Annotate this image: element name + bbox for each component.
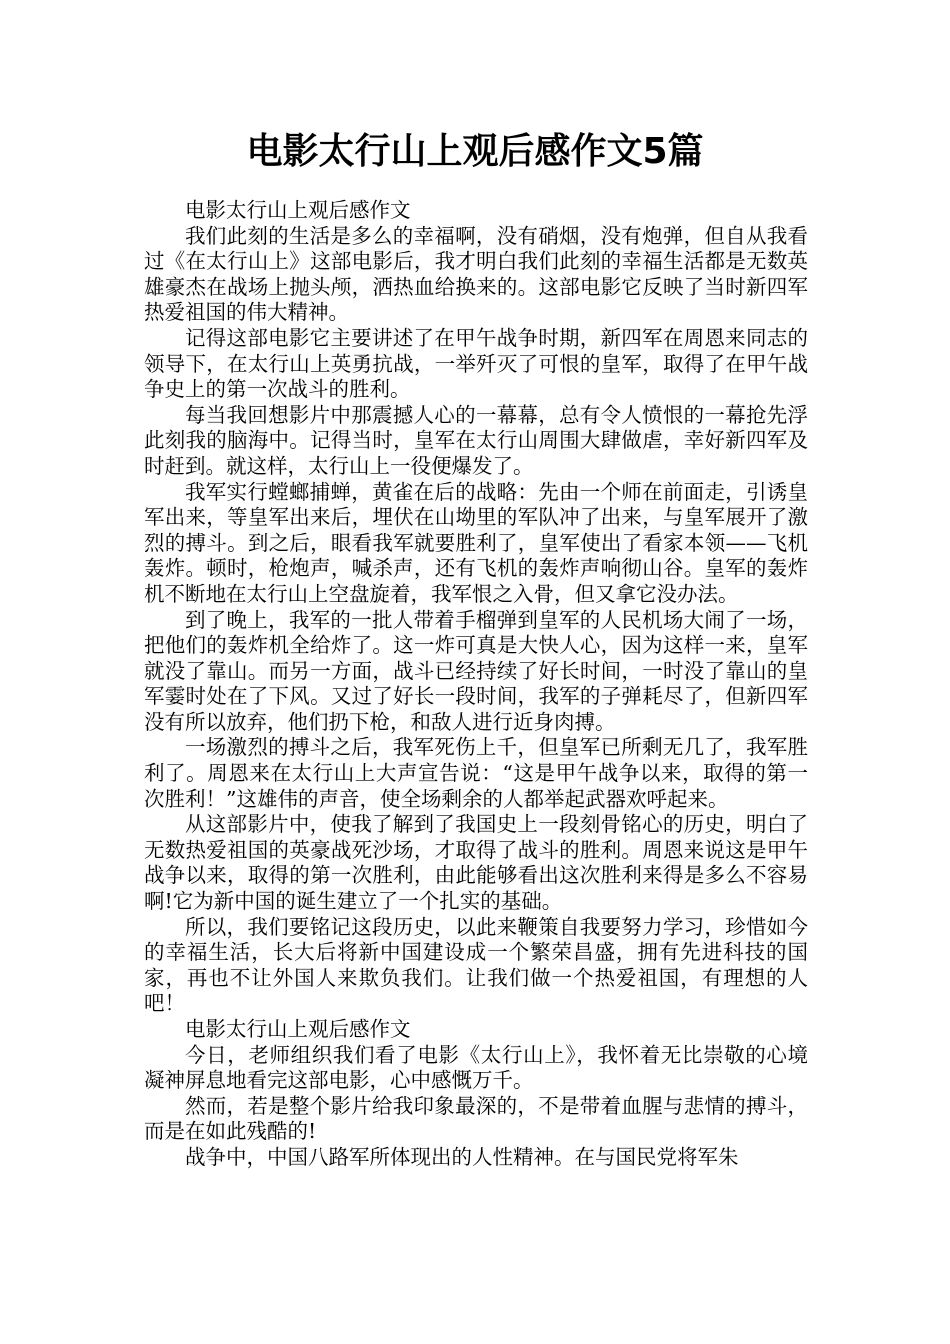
body-paragraph: 记得这部电影它主要讲述了在甲午战争时期，新四军在周恩来同志的领导下，在太行山上英勇抗战，一举歼灭了可恨的皇军，取得了在甲午战争史上的第一次战斗的胜利。 xyxy=(144,325,808,402)
body-paragraph: 然而，若是整个影片给我印象最深的，不是带着血腥与悲情的搏斗，而是在如此残酷的! xyxy=(144,1093,808,1144)
body-paragraph: 今日，老师组织我们看了电影《太行山上》，我怀着无比崇敬的心境凝神屏息地看完这部电影，心中感慨万千。 xyxy=(144,1042,808,1093)
body-paragraph: 到了晚上，我军的一批人带着手榴弹到皇军的人民机场大闹了一场，把他们的轰炸机全给炸了。这一炸可真是大快人心，因为这样一来，皇军就没了靠山。而另一方面，战斗已经持续了好长时间，一时没了靠山的皇军霎时处在了下风。又过了好长一段时间，我军的子弹耗尽了，但新四军没有所以放弃，他们扔下枪，和敌人进行近身肉搏。 xyxy=(144,607,808,734)
body-paragraph: 每当我回想影片中那震撼人心的一幕幕，总有令人愤恨的一幕抢先浮此刻我的脑海中。记得当时，皇军在太行山周围大肆做虐，幸好新四军及时赶到。就这样，太行山上一役便爆发了。 xyxy=(144,402,808,478)
body-paragraph: 所以，我们要铭记这段历史，以此来鞭策自我要努力学习，珍惜如今的幸福生活，长大后将新中国建设成一个繁荣昌盛，拥有先进科技的国家，再也不让外国人来欺负我们。让我们做一个热爱祖国，有理想的人吧！ xyxy=(144,914,808,1016)
document-body xyxy=(144,198,808,1171)
section-heading: 电影太行山上观后感作文 xyxy=(185,198,411,222)
body-paragraph: 一场激烈的搏斗之后，我军死伤上千，但皇军已所剩无几了，我军胜利了。周恩来在太行山上大声宣告说：“这是甲午战争以来，取得的第一次胜利！”这雄伟的声音，使全场剩余的人都举起武器欢呼起来。 xyxy=(144,735,808,811)
body-paragraph: 从这部影片中，使我了解到了我国史上一段刻骨铭心的历史，明白了无数热爱祖国的英豪战死沙场，才取得了战斗的胜利。周恩来说这是甲午战争以来，取得的第一次胜利，由此能够看出这次胜利来得是多么不容易啊!它为新中国的诞生建立了一个扎实的基础。 xyxy=(144,812,808,914)
document-title: 电影太行山上观后感作文5篇 xyxy=(246,131,704,172)
body-paragraph: 我军实行螳螂捕蝉，黄雀在后的战略：先由一个师在前面走，引诱皇军出来，等皇军出来后，埋伏在山坳里的军队冲了出来，与皇军展开了激烈的搏斗。到之后，眼看我军就要胜利了，皇军使出了看家本领——飞机轰炸。顿时，枪炮声，喊杀声，还有飞机的轰炸声响彻山谷。皇军的轰炸机不断地在太行山上空盘旋着，我军恨之入骨，但又拿它没办法。 xyxy=(144,479,808,606)
body-paragraph: 战争中，中国八路军所体现出的人性精神。在与国民党将军朱 xyxy=(185,1144,739,1169)
body-paragraph: 我们此刻的生活是多么的幸福啊，没有硝烟，没有炮弹，但自从我看过《在太行山上》这部电影后，我才明白我们此刻的幸福生活都是无数英雄豪杰在战场上抛头颅，洒热血给换来的。这部电影它反映了当时新四军热爱祖国的伟大精神。 xyxy=(144,223,808,325)
section-heading: 电影太行山上观后感作文 xyxy=(185,1017,411,1041)
